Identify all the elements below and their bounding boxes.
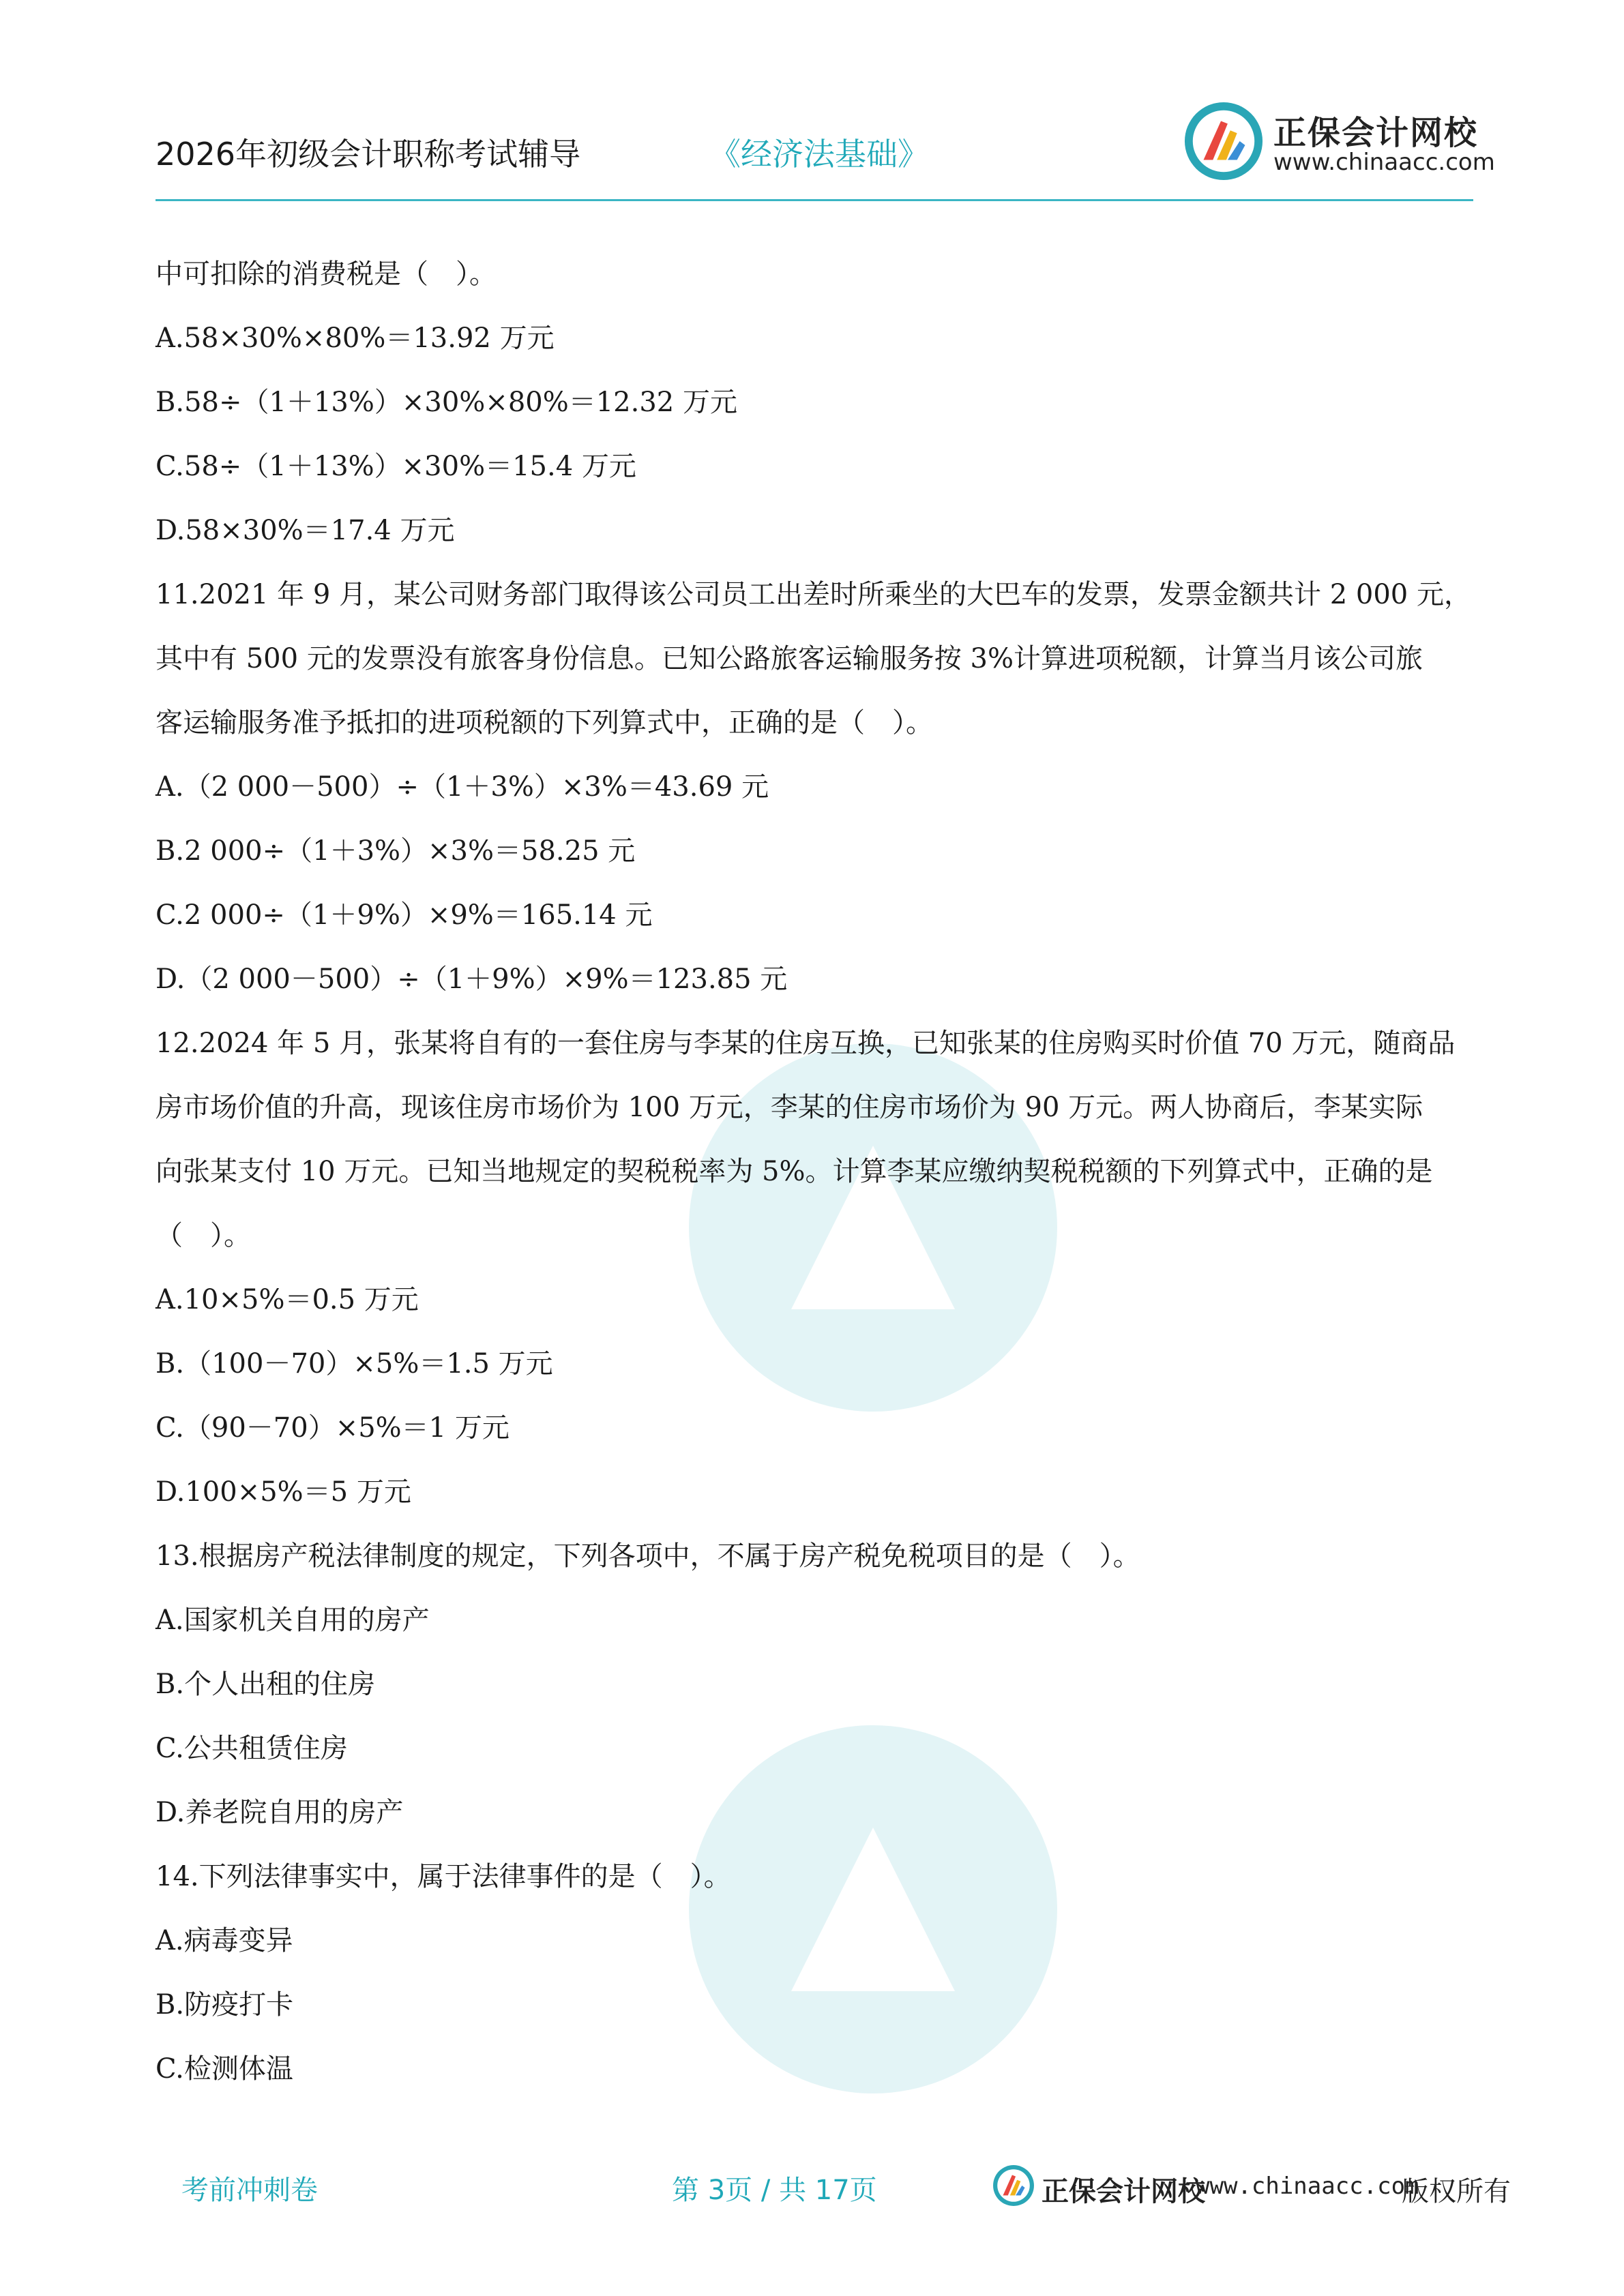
option-line: C.检测体温: [156, 2053, 293, 2085]
option-line: A.58×30%×80%＝13.92 万元: [156, 323, 555, 354]
option-line: B.2 000÷（1＋3%）×3%＝58.25 元: [156, 835, 636, 867]
option-line: B.个人出租的住房: [156, 1669, 376, 1700]
option-line: D.（2 000－500）÷（1＋9%）×9%＝123.85 元: [156, 964, 788, 995]
page-number: 第 3页 / 共 17页: [672, 2175, 877, 2206]
question-line: 11.2021 年 9 月，某公司财务部门取得该公司员工出差时所乘坐的大巴车的发票，发票金额共计 2 000 元，: [156, 579, 1471, 610]
option-line: D.100×5%＝5 万元: [156, 1476, 411, 1508]
brand-logo: [1183, 101, 1495, 186]
footer-url: www.chinaacc.com: [1196, 2173, 1419, 2200]
text-line: 中可扣除的消费税是（ ）。: [156, 258, 497, 290]
option-line: A.10×5%＝0.5 万元: [156, 1284, 419, 1315]
brand-url: www.chinaacc.com: [1273, 149, 1495, 176]
option-line: B.58÷（1＋13%）×30%×80%＝12.32 万元: [156, 387, 737, 418]
footer-brand-name: 正保会计网校: [1042, 2176, 1205, 2207]
option-line: C.公共租赁住房: [156, 1733, 348, 1764]
option-line: C.（90－70）×5%＝1 万元: [156, 1412, 510, 1444]
brand-name: 正保会计网校: [1273, 114, 1479, 152]
option-line: C.2 000÷（1＋9%）×9%＝165.14 元: [156, 899, 653, 931]
question-line: 14.下列法律事实中，属于法律事件的是（ ）。: [156, 1861, 731, 1892]
option-line: B.（100－70）×5%＝1.5 万元: [156, 1348, 553, 1380]
header-divider: [156, 199, 1473, 201]
question-line: 其中有 500 元的发票没有旅客身份信息。已知公路旅客运输服务按 3%计算进项税额，计算当月该公司旅: [156, 643, 1423, 674]
option-line: A.病毒变异: [156, 1925, 293, 1956]
question-line: 12.2024 年 5 月，张某将自有的一套住房与李某的住房互换，已知张某的住房购买时价值 70 万元，随商品: [156, 1028, 1456, 1059]
option-line: D.养老院自用的房产: [156, 1797, 404, 1828]
header-subject: 《经济法基础》: [709, 136, 929, 173]
page-footer: [0, 2155, 1624, 2223]
footer-copyright: 版权所有: [1402, 2176, 1511, 2207]
brand-logo-icon: [1183, 101, 1264, 181]
option-line: D.58×30%＝17.4 万元: [156, 515, 455, 546]
page-header: [0, 0, 1624, 205]
header-title: 2026年初级会计职称考试辅导: [156, 136, 581, 173]
option-line: A.国家机关自用的房产: [156, 1605, 430, 1636]
option-line: C.58÷（1＋13%）×30%＝15.4 万元: [156, 451, 636, 482]
option-line: A.（2 000－500）÷（1＋3%）×3%＝43.69 元: [156, 771, 769, 803]
question-line: 房市场价值的升高，现该住房市场价为 100 万元，李某的住房市场价为 90 万元。两人协商后，李某实际: [156, 1092, 1423, 1123]
option-line: B.防疫打卡: [156, 1989, 294, 2021]
question-line: 客运输服务准予抵扣的进项税额的下列算式中，正确的是（ ）。: [156, 707, 933, 739]
question-line: （ ）。: [156, 1220, 251, 1251]
question-content: [156, 242, 1473, 2101]
footer-logo-icon: [992, 2164, 1035, 2207]
question-line: 向张某支付 10 万元。已知当地规定的契税税率为 5%。计算李某应缴纳契税税额的下列算式中，正确的是: [156, 1156, 1433, 1187]
footer-section-label: 考前冲刺卷: [181, 2175, 318, 2206]
question-line: 13.根据房产税法律制度的规定，下列各项中，不属于房产税免税项目的是（ ）。: [156, 1540, 1140, 1572]
